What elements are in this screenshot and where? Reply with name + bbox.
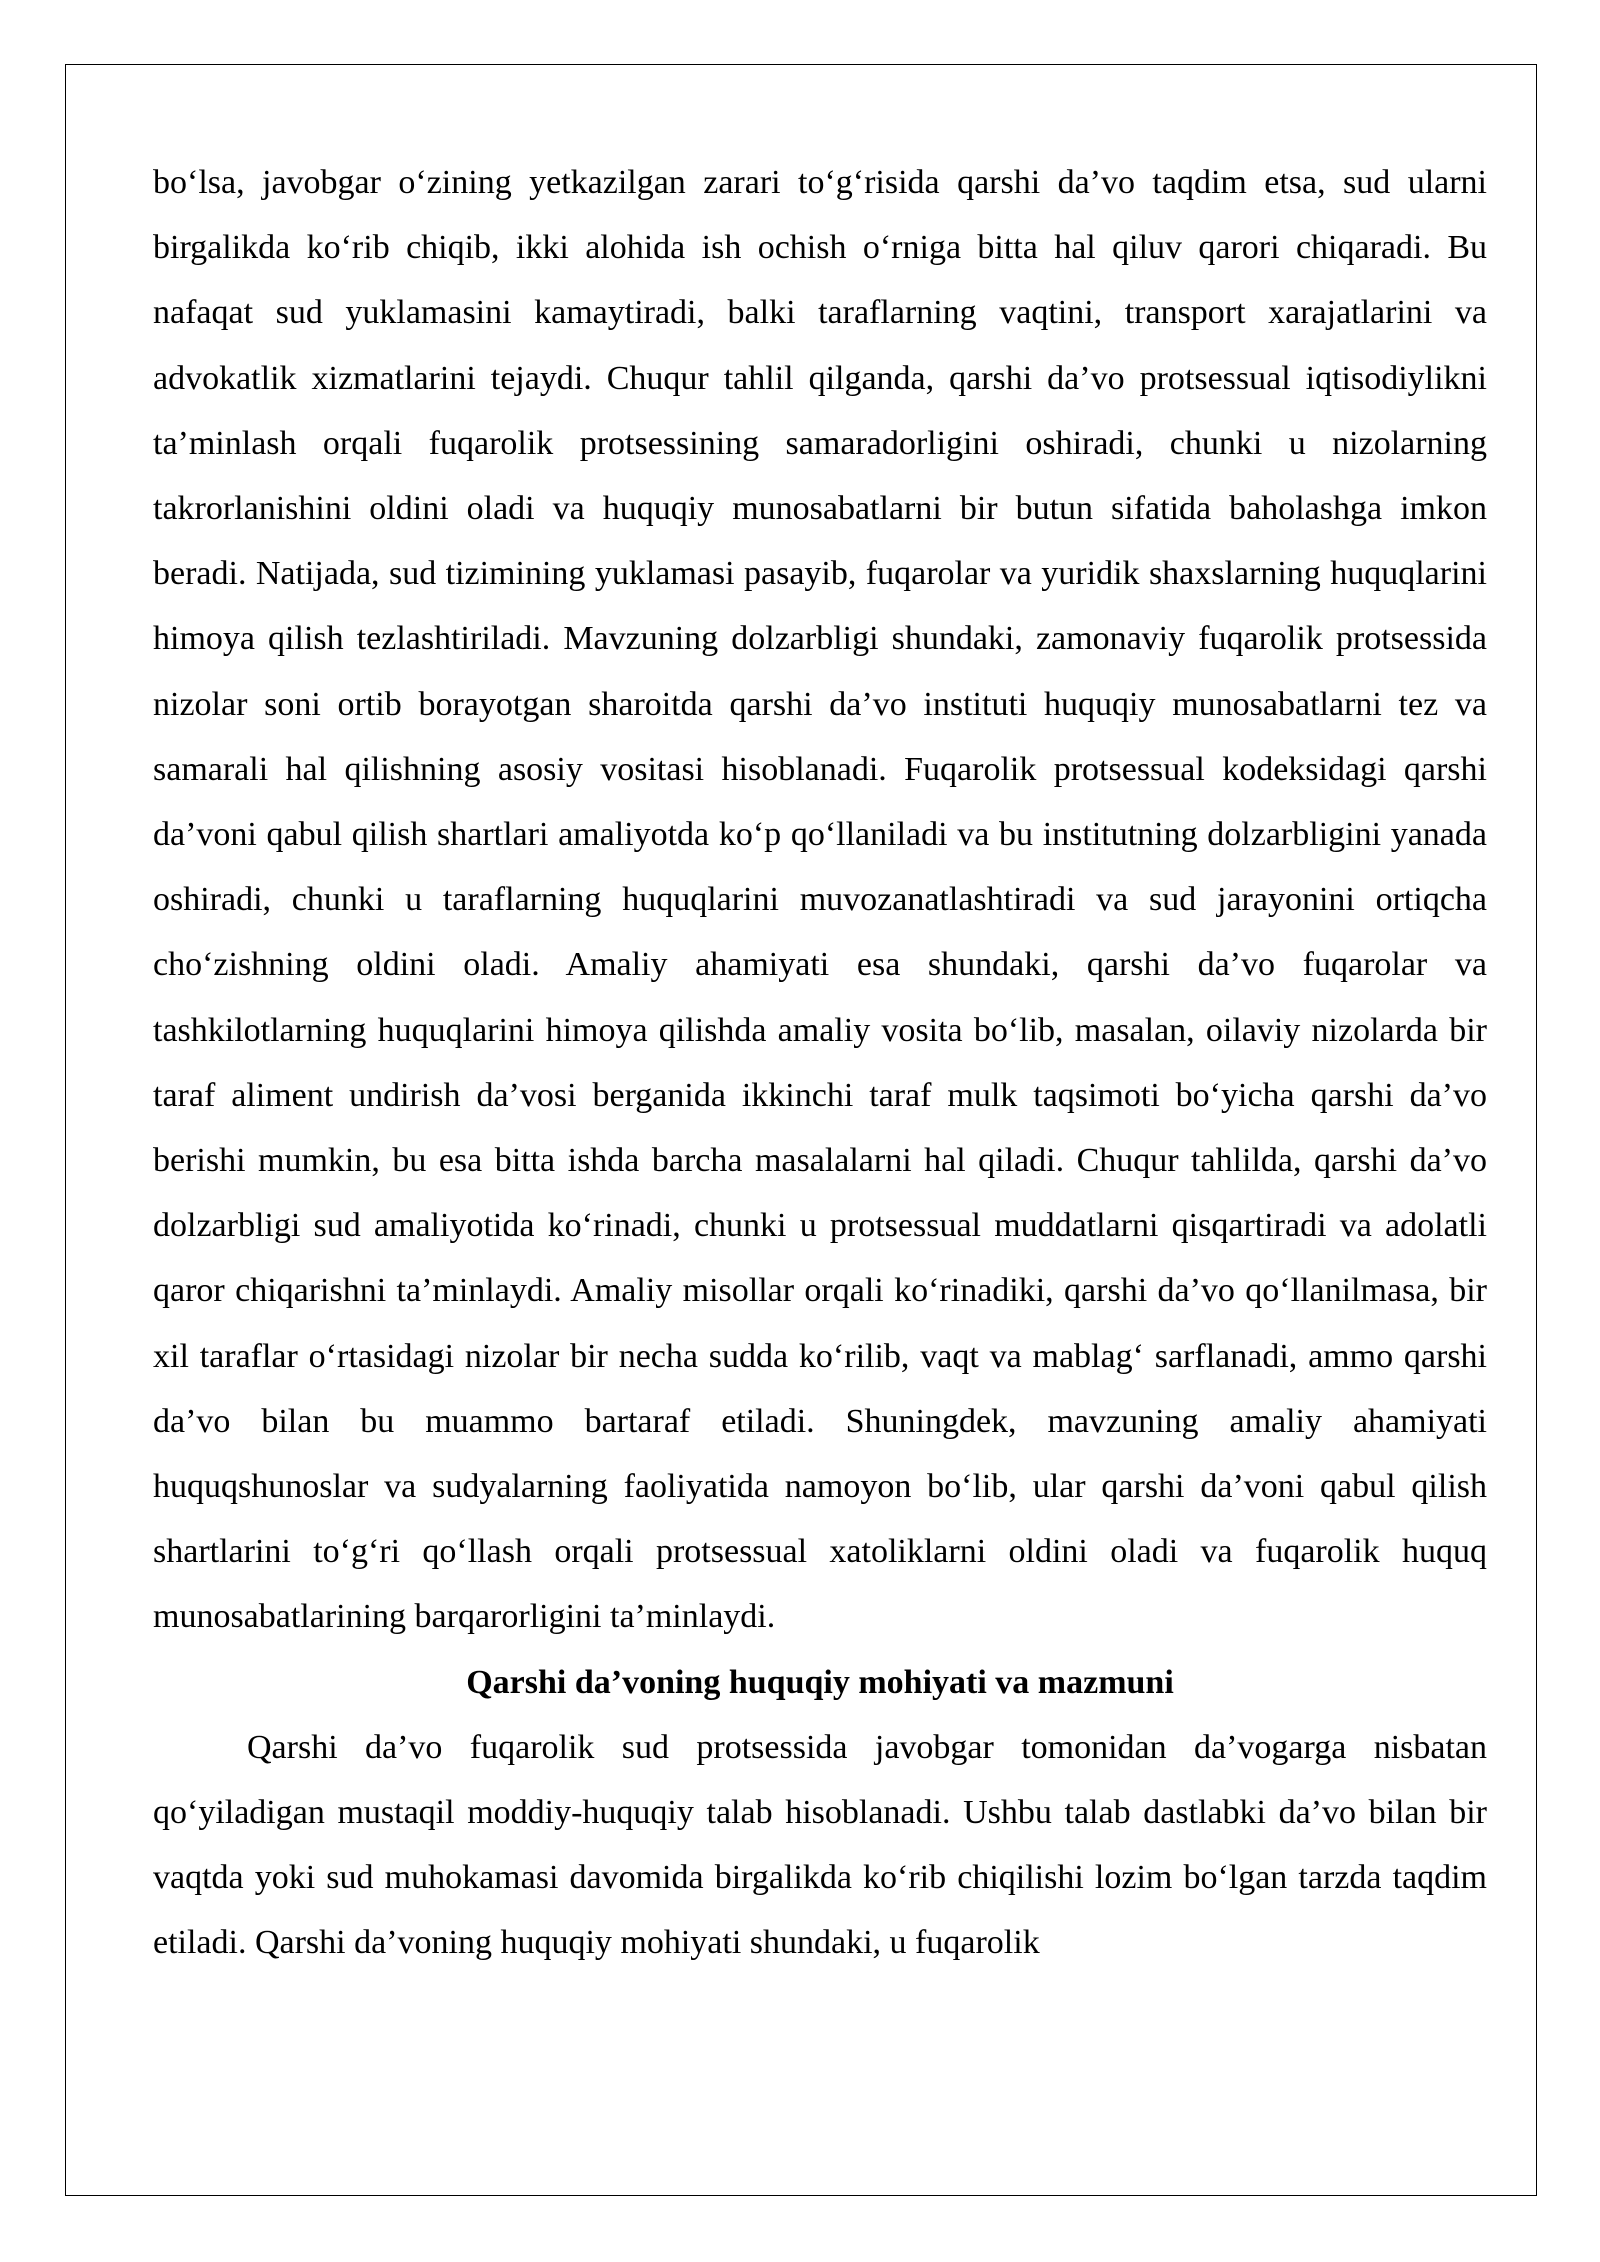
document-body bbox=[153, 150, 1487, 1976]
body-paragraph-after-heading: Qarshi da’vo fuqarolik sud protsessida javobgar tomonidan da’vogarga nisbatan qo‘yiladigan mustaqil moddiy-huquqiy talab hisoblanadi. Ushbu talab dastlabki da’vo bilan bir vaqtda yoki sud muhokamasi davomida birgalikda ko‘rib chiqilishi lozim bo‘lgan tarzda taqdim etiladi. Qarshi da’voning huquqiy mohiyati shundaki, u fuqarolik bbox=[153, 1728, 1487, 1962]
body-paragraph: bo‘lsa, javobgar o‘zining yetkazilgan zarari to‘g‘risida qarshi da’vo taqdim etsa, sud ularni birgalikda ko‘rib chiqib, ikki alohida ish ochish o‘rniga bitta hal qiluv qarori chiqaradi. Bu nafaqat sud yuklamasini kamaytiradi, balki taraflarning vaqtini, transport xarajatlarini va advokatlik xizmatlarini tejaydi. Chuqur tahlil qilganda, qarshi da’vo protsessual iqtisodiylikni ta’minlash orqali fuqarolik protsessining samaradorligini oshiradi, chunki u nizolarning takrorlanishini oldini oladi va huquqiy munosabatlarni bir butun sifatida baholashga imkon beradi. Natijada, sud tizimining yuklamasi pasayib, fuqarolar va yuridik shaxslarning huquqlarini himoya qilish tezlashtiriladi. Mavzuning dolzarbligi shundaki, zamonaviy fuqarolik protsessida nizolar soni ortib borayotgan sharoitda qarshi da’vo instituti huquqiy munosabatlarni tez va samarali hal qilishning asosiy vositasi hisoblanadi. Fuqarolik protsessual kodeksidagi qarshi da’voni qabul qilish shartlari amaliyotda ko‘p qo‘llaniladi va bu institutning dolzarbligini yanada oshiradi, chunki u taraflarning huquqlarini muvozanatlashtiradi va sud jarayonini ortiqcha cho‘zishning oldini oladi. Amaliy ahamiyati esa shundaki, qarshi da’vo fuqarolar va tashkilotlarning huquqlarini himoya qilishda amaliy vosita bo‘lib, masalan, oilaviy nizolarda bir taraf aliment undirish da’vosi berganida ikkinchi taraf mulk taqsimoti bo‘yicha qarshi da’vo berishi mumkin, bu esa bitta ishda barcha masalalarni hal qiladi. Chuqur tahlilda, qarshi da’vo dolzarbligi sud amaliyotida ko‘rinadi, chunki u protsessual muddatlarni qisqartiradi va adolatli qaror chiqarishni ta’minlaydi. Amaliy misollar orqali ko‘rinadiki, qarshi da’vo qo‘llanilmasa, bir xil taraflar o‘rtasidagi nizolar bir necha sudda ko‘rilib, vaqt va mablag‘ sarflanadi, ammo qarshi da’vo bilan bu muammo bartaraf etiladi. Shuningdek, mavzuning amaliy ahamiyati huquqshunoslar va sudyalarning faoliyatida namoyon bo‘lib, ular qarshi da’voni qabul qilish shartlarini to‘g‘ri qo‘llash orqali protsessual xatoliklarni oldini oladi va fuqarolik huquq munosabatlarining barqarorligini ta’minlaydi. bbox=[153, 164, 1487, 1636]
section-heading: Qarshi da’voning huquqiy mohiyati va mazmuni bbox=[466, 1663, 1174, 1701]
